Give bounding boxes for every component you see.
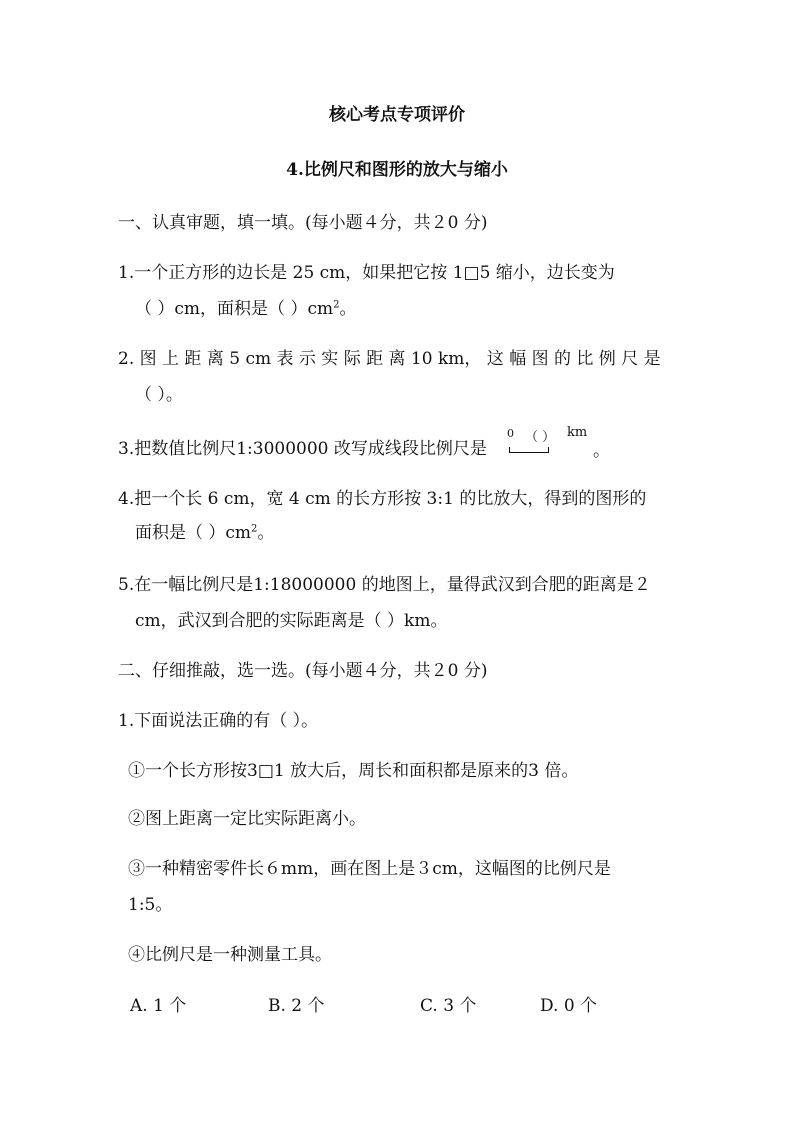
question1-end: 。 [339, 299, 357, 319]
line-segment-scale [507, 427, 569, 451]
scale-segment [509, 447, 549, 453]
question2-line2: （ ）。 [135, 385, 183, 405]
option-a: A. 1 个 [130, 996, 187, 1016]
question5-line2: cm，武汉到合肥的实际距离是（ ）km。 [135, 611, 448, 631]
statement-4: ④比例尺是一种测量工具。 [128, 945, 332, 965]
scale-blank: （ ） [525, 430, 556, 445]
question1-line2 [135, 294, 356, 319]
question4-end: 。 [257, 523, 275, 543]
choice-question1: 1.下面说法正确的有（ ）。 [118, 711, 319, 731]
question3-end: 。 [593, 441, 610, 461]
question4-superscript: 2 [251, 523, 258, 535]
scale-unit-label: km [567, 425, 588, 440]
question1-text: （ ）cm，面积是（ ）cm [135, 299, 334, 319]
option-c: C. 3 个 [420, 996, 477, 1016]
option-b: B. 2 个 [268, 996, 325, 1016]
section2-heading: 二、仔细推敲，选一选。(每小题４分，共２0 分) [118, 661, 488, 681]
question1-line1: 1.一个正方形的边长是 25 cm，如果把它按 1□5 缩小，边长变为 [118, 263, 615, 283]
page-title: 核心考点专项评价 [329, 105, 465, 125]
question3-text: 3.把数值比例尺1:3000000 改写成线段比例尺是 [118, 439, 487, 459]
section1-heading: 一、认真审题，填一填。(每小题４分，共２0 分) [118, 213, 488, 233]
scale-zero-label: 0 [507, 427, 514, 440]
question4-line2 [135, 518, 274, 543]
page-subtitle: 4.比例尺和图形的放大与缩小 [286, 160, 508, 180]
statement-3-line2: 1:5。 [128, 895, 173, 915]
statement-3-line1: ③一种精密零件长６mm，画在图上是３cm，这幅图的比例尺是 [128, 859, 611, 879]
question5-line1: 5.在一幅比例尺是1:18000000 的地图上，量得武汉到合肥的距离是２ [118, 575, 651, 595]
statement-1: ①一个长方形按3□1 放大后，周长和面积都是原来的3 倍。 [128, 761, 579, 781]
question4-line1: 4.把一个长 6 cm，宽 4 cm 的长方形按 3:1 的比放大，得到的图形的 [118, 489, 647, 509]
question1-superscript: 2 [333, 299, 340, 311]
option-d: D. 0 个 [540, 996, 598, 1016]
question2-line1: 2. 图 上 距 离 5 cm 表 示 实 际 距 离 10 km， 这 幅 图 的 比 例 尺 是 [118, 349, 661, 369]
statement-2: ②图上距离一定比实际距离小。 [128, 809, 366, 829]
question4-text: 面积是（ ）cm [135, 523, 252, 543]
